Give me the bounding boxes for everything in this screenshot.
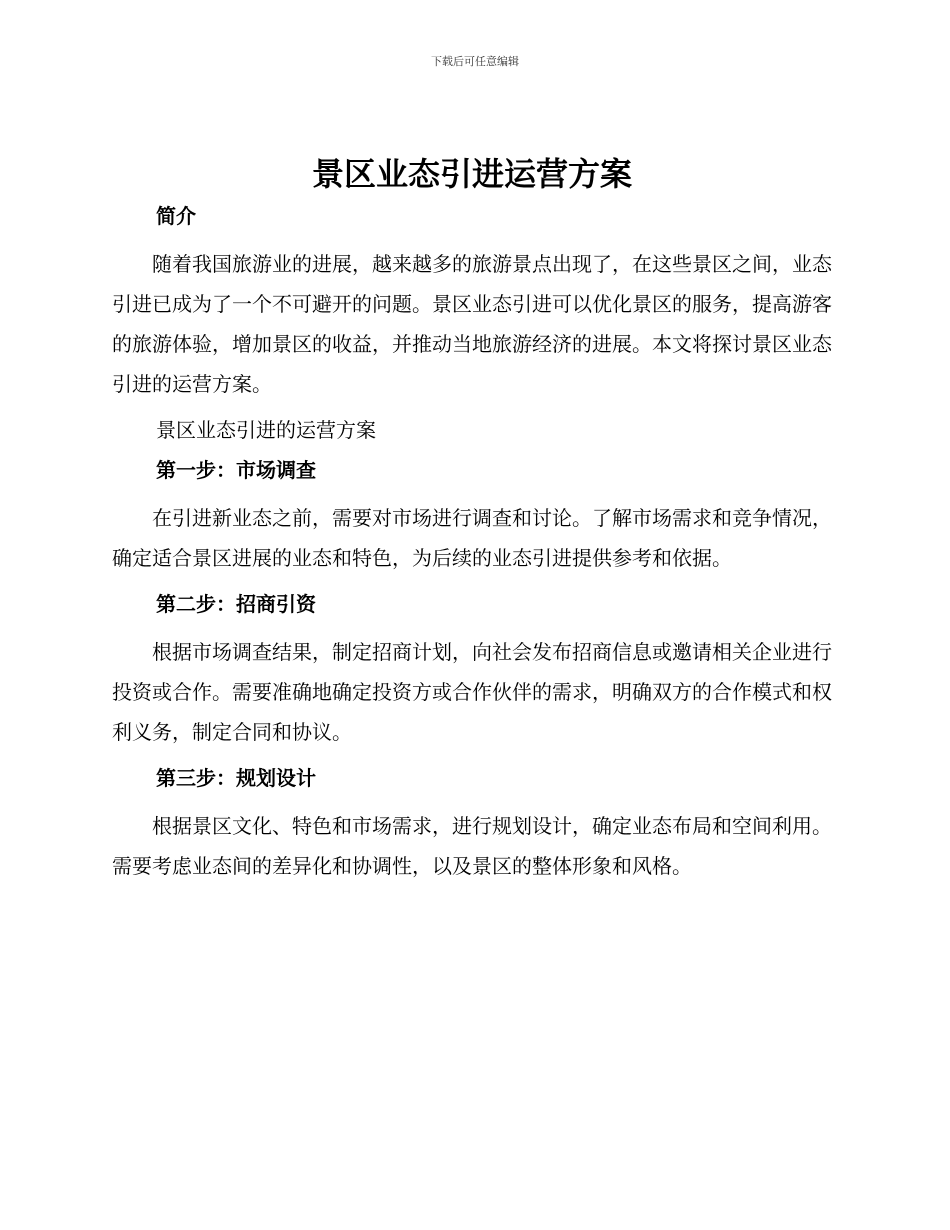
spacer (112, 444, 832, 456)
header-note: 下载后可任意编辑 (431, 55, 519, 68)
section-heading: 景区业态引进的运营方案 (156, 418, 376, 442)
spacer (112, 578, 832, 590)
step-1-paragraph: 在引进新业态之前，需要对市场进行调查和讨论。了解市场需求和竞争情况，确定适合景区进展的业态和特色，为后续的业态引进提供参考和依据。 (112, 506, 832, 570)
spacer (112, 792, 832, 806)
step-2-heading: 第二步：招商引资 (156, 592, 316, 616)
document-title: 景区业态引进运营方案 (311, 155, 632, 193)
document-body (112, 152, 832, 886)
spacer (112, 484, 832, 498)
spacer (112, 618, 832, 632)
spacer (112, 404, 832, 416)
step-1-heading: 第一步：市场调查 (156, 458, 316, 482)
spacer (112, 230, 832, 244)
step-3-paragraph: 根据景区文化、特色和市场需求，进行规划设计，确定业态布局和空间利用。需要考虑业态间的差异化和协调性，以及景区的整体形象和风格。 (112, 814, 832, 878)
intro-paragraph: 随着我国旅游业的进展，越来越多的旅游景点出现了，在这些景区之间，业态引进已成为了一个不可避开的问题。景区业态引进可以优化景区的服务，提高游客的旅游体验，增加景区的收益，并推动当地旅游经济的进展。本文将探讨景区业态引进的运营方案。 (112, 252, 832, 396)
step-2-paragraph: 根据市场调查结果，制定招商计划，向社会发布招商信息或邀请相关企业进行投资或合作。需要准确地确定投资方或合作伙伴的需求，明确双方的合作模式和权利义务，制定合同和协议。 (112, 640, 832, 744)
spacer (112, 752, 832, 764)
step-3-heading: 第三步：规划设计 (156, 766, 316, 790)
intro-heading: 简介 (156, 204, 196, 228)
